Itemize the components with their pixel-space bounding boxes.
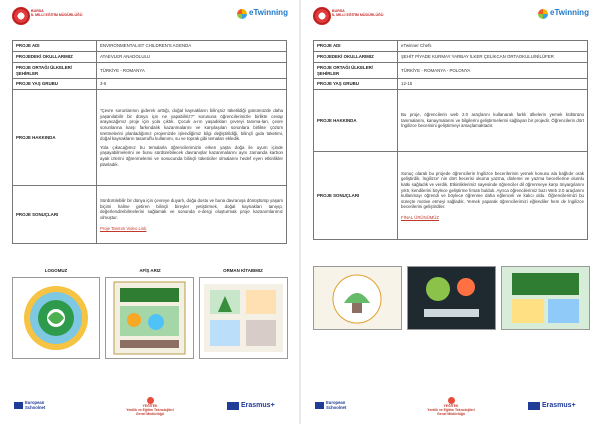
about-paragraph: "Çevre sorunlarının giderek arttığı, doğal kaynakların bilinçsiz tüketildiği günümüzde daha yaşanılabilir bir dünya için ne yapabiliriz?" sorusuna öğrencilerimizle birlikte cevap arayacağımız proje için yola çıktık. Çocuk a-rın yaşadıkları çevreyi tanıma-ları, çevre sorunlarına karşı farkındalık kazanmalarını ve karşılaşılan sorunlara birlikte çözüm üretmelerini planladığımız projemizde işlendiğimiz bilgi değiştirildiği, bilinçli gıda tüketimi, doğal kaynakların tasarruflu kullanımı, su ve toprak gibi temaları ekledik. bbox=[100, 108, 283, 142]
field-key: PROJEDEKİ OKULLARIMIZ bbox=[314, 52, 398, 63]
footer-left-logo-text: European Schoolnet bbox=[25, 400, 46, 410]
bursa-mem-logo bbox=[12, 4, 92, 28]
table-row bbox=[13, 41, 287, 52]
table-row bbox=[314, 152, 588, 240]
project-info-table bbox=[12, 40, 287, 244]
field-key: PROJE HAKKINDA bbox=[314, 90, 398, 152]
field-value bbox=[97, 90, 287, 186]
yegitek-icon bbox=[448, 397, 455, 404]
field-key: PROJE ORTAĞI ÜLKELER/ŞEHİRLER bbox=[13, 63, 97, 79]
eu-flag-icon bbox=[227, 402, 239, 410]
results-paragraph: Sürdürülebilir bir dünya için çevreye duyarlı, doğa dostu ve buna davranışa dönüştürüp yaşam biçimi haline getiren bilinçli bireyler yetiştirmek, doğal kaynakları tanıyıp, değerlendirebilmelerini sağlamak ve sonunda e-dergi oluşturmak proje kazanımlarımız olmuştur. bbox=[100, 198, 283, 220]
footer-center-line3: Genel Müdürlüğü bbox=[136, 412, 164, 416]
header-left-logo-text: BURSA İL MİLLİ EĞİTİM MÜDÜRLÜĞÜ bbox=[332, 9, 384, 18]
field-value: ŞEHİT PİYADE KURMAY YARBAY İLKER ÇELİKCAN ORTAOKULU/NİLÜFER bbox=[398, 52, 588, 63]
page-footer bbox=[0, 394, 299, 418]
yegitek-logo bbox=[112, 397, 188, 416]
book-icon bbox=[200, 278, 287, 358]
etwinning-mark-icon bbox=[237, 9, 247, 19]
poster-icon bbox=[106, 278, 193, 358]
image-caption: ORMAN KİTABIMIZ bbox=[223, 268, 263, 273]
eu-flag-icon bbox=[315, 402, 324, 409]
yegitek-icon bbox=[147, 397, 154, 404]
logo-image bbox=[12, 277, 100, 359]
eu-flag-icon bbox=[14, 402, 23, 409]
circular-logo-icon bbox=[13, 278, 99, 358]
footer-center-line1: YEĞİTEK bbox=[142, 404, 158, 408]
field-value: TÜRKİYE - ROMANYA - POLONYA bbox=[398, 63, 588, 79]
erasmus-logo bbox=[528, 402, 586, 414]
table-row bbox=[13, 79, 287, 90]
field-value: TÜRKİYE - ROMANYA bbox=[97, 63, 287, 79]
final-product-link[interactable]: FİNAL ÜRÜNÜMÜZ bbox=[401, 214, 440, 220]
yegitek-logo bbox=[413, 397, 489, 416]
table-row bbox=[13, 186, 287, 244]
table-row bbox=[314, 41, 588, 52]
footer-center-line2: Yenilik ve Eğitim Teknolojileri bbox=[126, 408, 174, 412]
field-value bbox=[398, 152, 588, 240]
footer-right-logo-text: Erasmus+ bbox=[241, 402, 275, 409]
table-row bbox=[314, 79, 588, 90]
header-right-logo-text: eTwinning bbox=[249, 8, 288, 17]
field-value: ATAEVLER ANADOLULU bbox=[97, 52, 287, 63]
footer-left-logo-text: European Schoolnet bbox=[326, 400, 347, 410]
bursa-mem-logo bbox=[313, 4, 393, 28]
image-row bbox=[12, 268, 287, 360]
forest-book-image bbox=[199, 277, 288, 359]
table-row bbox=[13, 52, 287, 63]
field-value bbox=[398, 90, 588, 152]
field-value bbox=[97, 186, 287, 244]
document-page-1 bbox=[0, 0, 299, 424]
table-row bbox=[13, 90, 287, 186]
project-info-table bbox=[313, 40, 588, 240]
table-row bbox=[314, 90, 588, 152]
field-key: PROJE HAKKINDA bbox=[13, 90, 97, 186]
footer-center-line3: Genel Müdürlüğü bbox=[437, 412, 465, 416]
etwinner-chefs-poster-image bbox=[407, 266, 496, 330]
chef-poster-icon bbox=[408, 267, 495, 329]
image-row bbox=[313, 266, 588, 328]
footer-right-logo-text: Erasmus+ bbox=[542, 402, 576, 409]
erasmus-logo bbox=[227, 402, 285, 414]
table-row bbox=[314, 52, 588, 63]
image-caption: AFİŞ ARIZ bbox=[139, 268, 161, 273]
field-key: PROJEDEKİ OKULLARIMIZ bbox=[13, 52, 97, 63]
field-key: PROJE YAŞ GRUBU bbox=[314, 79, 398, 90]
field-key: PROJE SONUÇLARI bbox=[13, 186, 97, 244]
field-key: PROJE ADI bbox=[13, 41, 97, 52]
field-key: PROJE ORTAĞI ÜLKELER/ŞEHİRLER bbox=[314, 63, 398, 79]
field-value: 3-6 bbox=[97, 79, 287, 90]
field-key: PROJE ADI bbox=[314, 41, 398, 52]
video-link[interactable]: Proje Tanıtım Video Link bbox=[100, 225, 147, 231]
eu-flag-icon bbox=[528, 402, 540, 410]
image-caption: LOGOMUZ bbox=[44, 268, 68, 273]
etwinning-logo bbox=[538, 8, 588, 22]
results-paragraph: Sonuç olarak bu projede öğrencilerin İngilizce becerilerinin yemek konusu ala bağlıdır orak geliştirdik. İngilizce' nin dört becerisi okuma yazma, dinleme ve yazma becerilerine olumlu katkı sağladık ve verdik. Etkinliklerimiz sayesinde öğrenciler dil öğrenmeye karşı önyargılarını yıktı, kendilerini böylece geliştirme fırsatı bulduk. Ayrıca öğrencilerimiz bazı Web 2.0 araçlarını kullanmayı öğrendi ve böylece öğrenme daha eğlenceli ve kalıcı oldu. Öğrencilerimizi bu süreçte motive etmeyi sağladık. Yemek yaparak öğrencilerimizi eğlendiler hem de İngilizce becerilerini geliştirdiler. bbox=[401, 170, 584, 210]
table-row bbox=[13, 63, 287, 79]
recipe-card-icon bbox=[314, 267, 401, 329]
document-page-2 bbox=[301, 0, 600, 424]
recipe-card-image bbox=[313, 266, 402, 330]
field-key: PROJE SONUÇLARI bbox=[314, 152, 398, 240]
header-left-logo-text: BURSA İL MİLLİ EĞİTİM MÜDÜRLÜĞÜ bbox=[31, 9, 83, 18]
field-value: eTwinner Chefs bbox=[398, 41, 588, 52]
poster-image bbox=[105, 277, 194, 359]
etwinning-mark-icon bbox=[538, 9, 548, 19]
seal-icon bbox=[12, 7, 30, 25]
presentation-icon bbox=[502, 267, 589, 329]
page-header bbox=[307, 4, 594, 28]
european-schoolnet-logo bbox=[14, 401, 60, 413]
footer-center-line1: YEĞİTEK bbox=[443, 404, 459, 408]
about-paragraph: Bu proje, öğrencilerin web 2.0 araçlarını kullanarak farklı ülkelerin yemek kültürünü tanımalarını, kanaymalarını ve bilgilerini geliştirmelerini sağlayan bir projedir. Öğrencilerin dört İngilizce becerisini geliştirmeyi amaçlamaktadır. bbox=[401, 112, 584, 129]
table-row bbox=[314, 63, 588, 79]
header-right-logo-text: eTwinning bbox=[550, 8, 589, 17]
european-schoolnet-logo bbox=[315, 401, 361, 413]
chefs-presentation-image bbox=[501, 266, 590, 330]
field-key: PROJE YAŞ GRUBU bbox=[13, 79, 97, 90]
about-paragraph: Yola çıkacağımız bu temalarla öğrencilerimizin erken yaşta doğa ile uyum içinde yaşayabilmelerini ve bunu sürdürebilecek davranışlar kazanmalarını aynı zamanda karbon ayak izlerini öğrenmelerini ve sonucunda bilinçli tüketiciler olmalarını hedef eyen etkinlikler planladık. bbox=[100, 144, 283, 167]
page-footer bbox=[301, 394, 600, 418]
field-value: ENVIRONMENTALIST CHILDREN'S AGENDA bbox=[97, 41, 287, 52]
etwinning-logo bbox=[237, 8, 287, 22]
seal-icon bbox=[313, 7, 331, 25]
footer-center-line2: Yenilik ve Eğitim Teknolojileri bbox=[427, 408, 475, 412]
page-header bbox=[6, 4, 293, 28]
field-value: 12-15 bbox=[398, 79, 588, 90]
